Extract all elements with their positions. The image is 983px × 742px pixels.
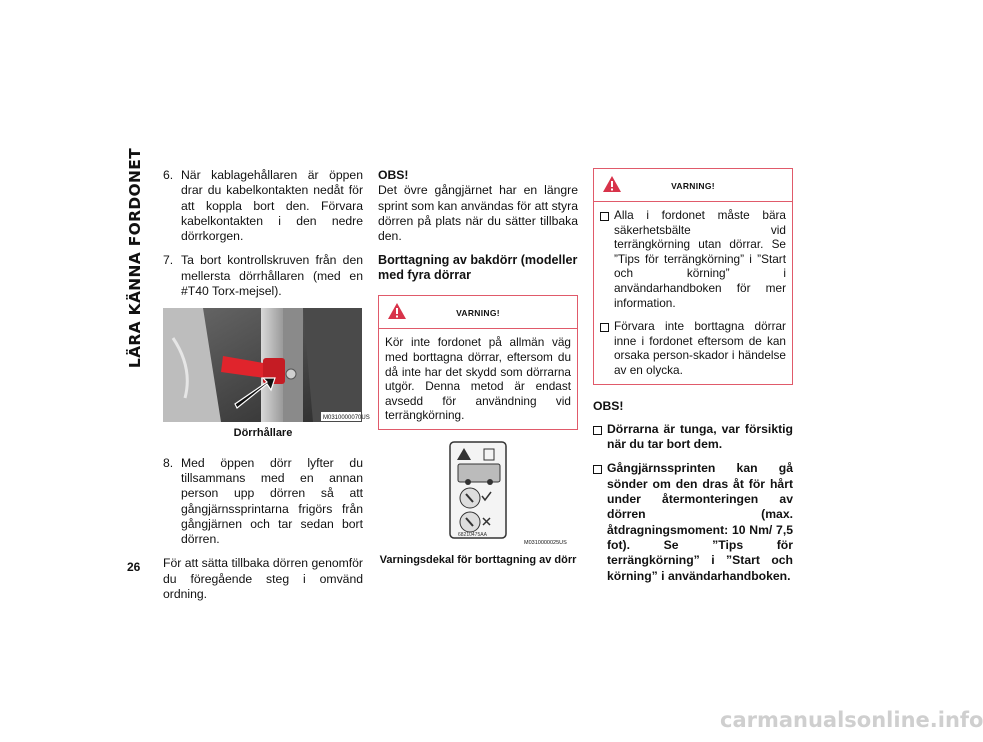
- photo-code: M0310000070US: [323, 415, 370, 422]
- note-item-text: Gångjärnssprinten kan gå sönder om den dras åt för hårt under återmonteringen av dörren (max. åtdragningsmoment: 10 Nm/ 7,5 fot). Se ”Tips för terrängkörning” i ”Start och körning” i användarhandboken.: [607, 461, 793, 583]
- step-number: 6.: [163, 168, 174, 182]
- column-1: [163, 168, 370, 602]
- decal-part-number: 68210475AA: [458, 532, 487, 539]
- warning-item: [600, 319, 786, 377]
- door-holder-illustration: [163, 308, 370, 422]
- column-2: [378, 168, 578, 568]
- warning-text: Kör inte fordonet på allmän väg med borttagna dörrar, eftersom du då inte har det skydd som dörrarna utgör. Denna metod är endast avsedd för användning vid terrängkörning.: [385, 335, 571, 423]
- section-title: LÄRA KÄNNA FORDONET: [126, 147, 144, 369]
- warning-box: [378, 295, 578, 430]
- bullet-box-icon: [593, 465, 602, 474]
- note-list: [593, 422, 793, 584]
- step-text: Ta bort kontrollskruven från den mellersta dörrhållaren (med en #T40 Torx-mejsel).: [181, 253, 363, 299]
- section-side-tab: [124, 147, 146, 369]
- step-number: 8.: [163, 455, 174, 470]
- step-6: [163, 168, 363, 244]
- note-title: OBS!: [593, 398, 624, 413]
- reinstall-paragraph: För att sätta tillbaka dörren genomför du föregående steg i omvänd ordning.: [163, 556, 363, 602]
- decal-caption: Varningsdekal för borttagning av dörr: [379, 554, 577, 567]
- bullet-box-icon: [593, 426, 602, 435]
- decal-code: M0310000025US: [524, 540, 567, 547]
- warning-item: [600, 208, 786, 310]
- step-text: Med öppen dörr lyfter du tillsammans med en annan person upp dörren så att gångjärnssprintarna frigörs från gångjärnen och tar sedan bort dörren.: [181, 455, 363, 547]
- watermark: carmanualsonline.info: [720, 708, 983, 732]
- door-holder-photo: [163, 308, 370, 422]
- note-item: [593, 422, 793, 453]
- step-7: [163, 253, 363, 299]
- warning-label: VARNING!: [456, 308, 500, 319]
- photo-caption: Dörrhållare: [233, 427, 293, 440]
- door-removal-decal-illustration: [378, 440, 578, 545]
- warning-list: [594, 202, 792, 384]
- door-removal-decal-figure: [378, 440, 578, 545]
- step-text: När kablagehållaren är öppen drar du kabelkontakten nedåt för att koppla bort den. Förvara kabelkontakten i den nedre dörrkorgen.: [181, 168, 363, 244]
- note-item-text: Dörrarna är tunga, var försiktig när du tar bort dem.: [607, 421, 793, 452]
- note-text: Det övre gångjärnet har en längre sprint som kan användas för att styra dörren på plats när du sätter tillbaka den.: [378, 183, 578, 244]
- note-title: OBS!: [378, 168, 409, 182]
- note-item: [593, 461, 793, 583]
- section-heading: Borttagning av bakdörr (modeller med fyra dörrar: [378, 253, 578, 283]
- warning-label: VARNING!: [671, 181, 715, 191]
- page-number: 26: [127, 560, 141, 574]
- column-3: [593, 168, 793, 593]
- bullet-box-icon: [600, 323, 609, 332]
- step-8: [163, 456, 363, 548]
- warning-item-text: Alla i fordonet måste bära säkerhetsbälte vid terrängkörning utan dörrar. Se ”Tips för terrängkörning” i ”Start och körning” i användarhandboken för mer information.: [614, 208, 786, 310]
- warning-item-text: Förvara inte borttagna dörrar inne i fordonet eftersom de kan orsaka person-skador i händelse av en olycka.: [614, 319, 786, 377]
- warning-box: [593, 168, 793, 385]
- bullet-box-icon: [600, 212, 609, 221]
- step-number: 7.: [163, 253, 174, 268]
